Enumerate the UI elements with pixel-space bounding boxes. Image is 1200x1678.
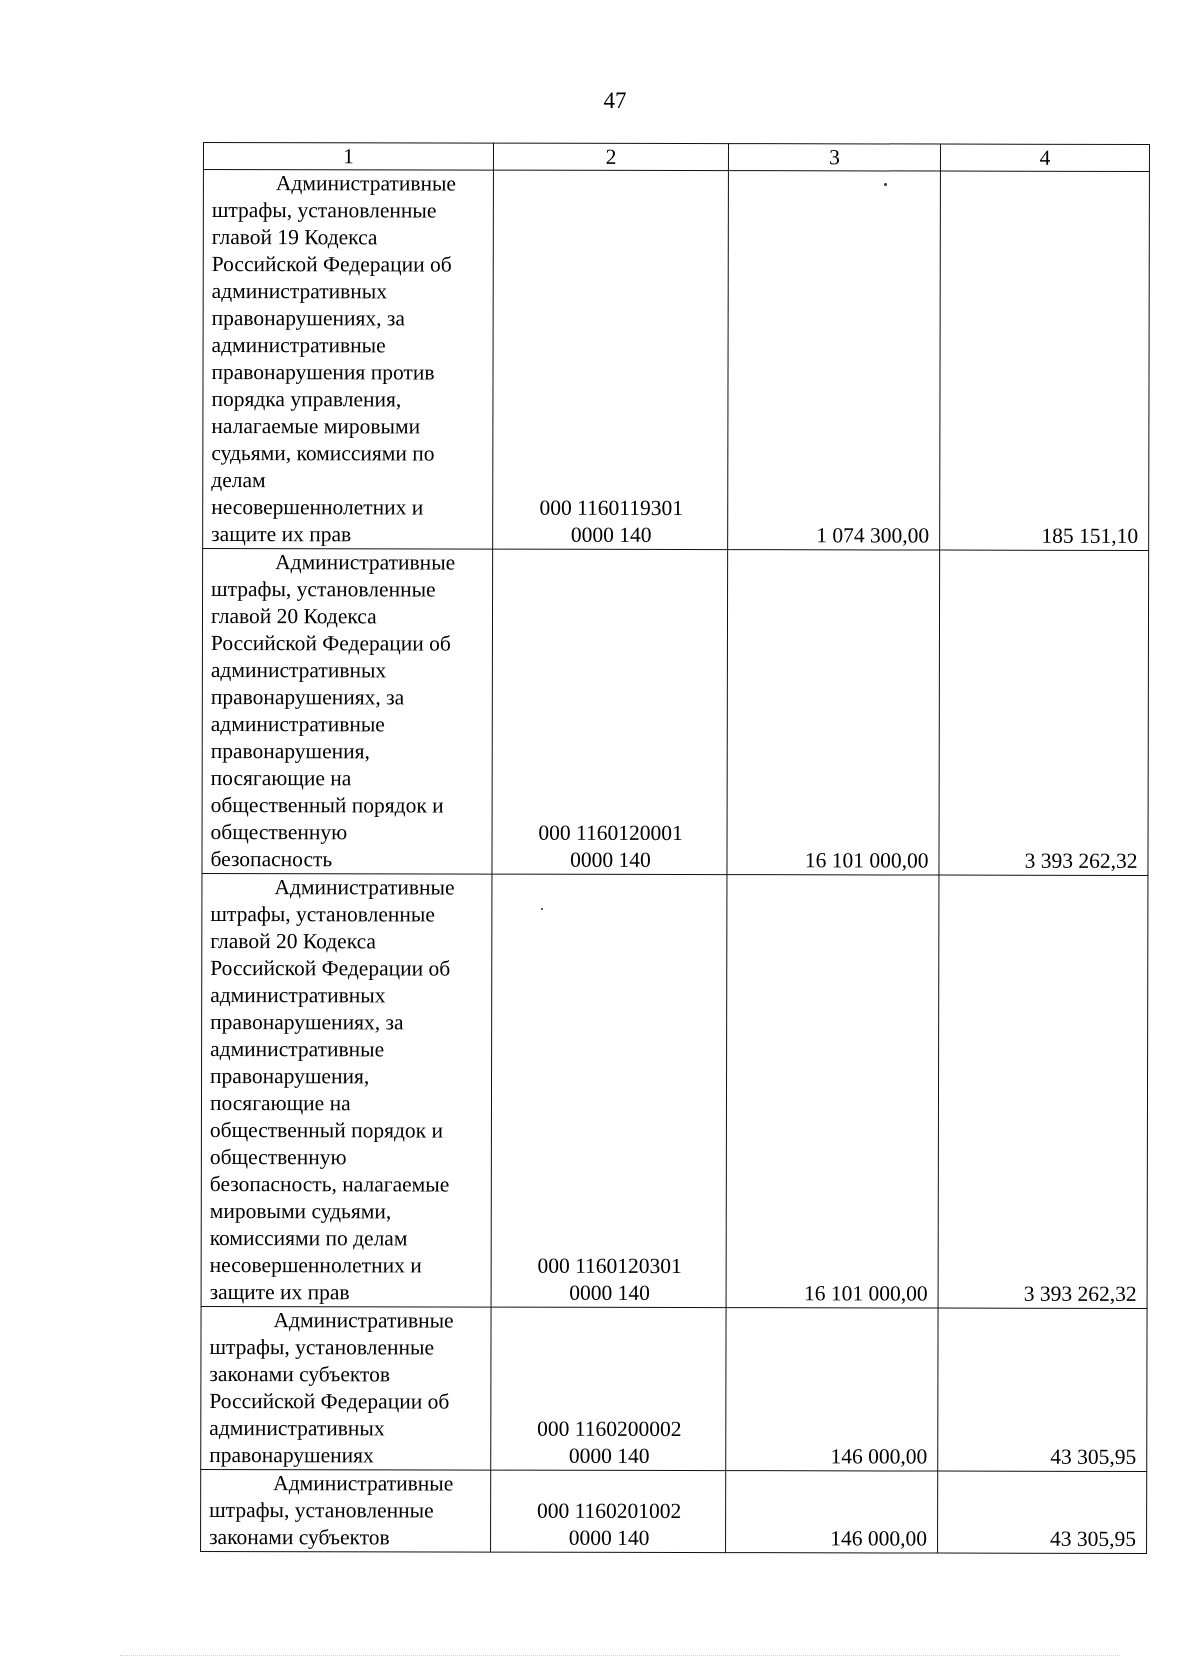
description-line: штрафы, установленные	[209, 1498, 434, 1523]
description-line: штрафы, установленные	[211, 577, 436, 602]
scan-noise	[120, 1655, 1120, 1657]
description-line: административных	[211, 279, 388, 304]
code-line: 000 1160120301	[537, 1253, 682, 1279]
table-row	[201, 1469, 1147, 1553]
description-line: общественный порядок и	[209, 1118, 444, 1143]
data-table	[200, 142, 1150, 1554]
description-line: Административные	[275, 550, 456, 575]
code-line: 0000 140	[568, 1443, 650, 1468]
column-header-4: 4	[940, 144, 1149, 171]
code-line: 0000 140	[569, 1280, 650, 1305]
row-plan-amount: 1 074 300,00	[728, 171, 941, 550]
description-line: безопасность	[210, 847, 333, 872]
table-row	[201, 1306, 1147, 1471]
description-line: несовершеннолетних и	[211, 495, 424, 520]
description-line: несовершеннолетних и	[209, 1253, 422, 1278]
description-line: делам	[211, 468, 266, 493]
column-header-3: 3	[728, 144, 940, 171]
row-code	[491, 1470, 726, 1552]
description-line: правонарушениях	[209, 1443, 374, 1468]
row-description	[201, 873, 492, 1307]
description-line: главой 20 Кодекса	[210, 604, 377, 629]
description-line: административные	[210, 1037, 385, 1062]
description-line: штрафы, установленные	[210, 902, 435, 927]
description-line: законами субъектов	[209, 1525, 390, 1550]
description-line: административные	[211, 333, 386, 358]
description-line: Российской Федерации об	[209, 1389, 450, 1414]
description-line: Административные	[273, 1471, 454, 1496]
row-fact-amount: 3 393 262,32	[939, 550, 1149, 875]
description-line: правонарушения,	[210, 1064, 370, 1089]
description-line: Административные	[274, 875, 455, 900]
description-line: Административные	[273, 1308, 454, 1333]
description-line: посягающие на	[210, 766, 352, 791]
row-description	[201, 1469, 491, 1552]
row-description	[202, 549, 493, 875]
row-code	[492, 549, 728, 874]
description-line: защите их прав	[209, 1280, 350, 1305]
description-line: штрафы, установленные	[209, 1335, 435, 1360]
row-fact-amount: 43 305,95	[938, 1471, 1147, 1553]
row-description	[203, 170, 494, 550]
description-line: правонарушениях, за	[211, 306, 406, 331]
description-line: безопасность, налагаемые	[209, 1172, 450, 1197]
row-fact-amount: 3 393 262,32	[938, 875, 1148, 1308]
description-line: главой 20 Кодекса	[210, 929, 377, 954]
description-line: налагаемые мировыми	[211, 414, 421, 439]
description-line: главой 19 Кодекса	[211, 225, 378, 250]
code-line: 000 1160201002	[536, 1498, 682, 1524]
table-container	[200, 142, 1150, 1554]
row-plan-amount: 146 000,00	[726, 1471, 938, 1553]
description-line: общественную	[210, 820, 348, 845]
description-line: административные	[210, 712, 385, 737]
table-row	[202, 549, 1149, 876]
description-line: порядка управления,	[211, 387, 402, 412]
description-line: Административные	[275, 171, 457, 196]
description-line: судьями, комиссиями по	[211, 441, 435, 466]
row-fact-amount: 185 151,10	[940, 171, 1150, 550]
row-code	[491, 1307, 726, 1470]
scan-speck	[541, 908, 543, 910]
description-line: Российской Федерации об	[211, 252, 452, 277]
row-fact-amount: 43 305,95	[938, 1308, 1147, 1471]
description-line: правонарушениях, за	[210, 685, 405, 710]
scan-speck	[884, 183, 887, 186]
row-plan-amount: 146 000,00	[726, 1308, 938, 1471]
code-line: 000 1160200002	[537, 1416, 682, 1442]
description-line: мировыми судьями,	[209, 1199, 392, 1224]
description-line: общественный порядок и	[210, 793, 444, 818]
column-header-1: 1	[203, 143, 493, 171]
row-description	[201, 1306, 491, 1470]
column-header-2: 2	[493, 143, 728, 170]
table-row	[203, 170, 1150, 551]
table-row	[201, 873, 1148, 1308]
description-line: административных	[210, 658, 387, 683]
row-code	[493, 170, 729, 549]
page-number: 47	[603, 88, 627, 113]
code-line: 0000 140	[570, 522, 652, 547]
code-line: 000 1160120001	[538, 820, 683, 846]
description-line: правонарушения против	[211, 360, 435, 385]
description-line: защите их прав	[211, 522, 352, 547]
code-line: 0000 140	[570, 847, 651, 872]
description-line: штрафы, установленные	[211, 198, 437, 223]
description-line: общественную	[209, 1145, 347, 1170]
description-line: Российской Федерации об	[210, 956, 451, 981]
table-header-row	[203, 143, 1149, 172]
description-line: комиссиями по делам	[209, 1226, 408, 1251]
row-plan-amount: 16 101 000,00	[726, 875, 939, 1308]
description-line: административных	[210, 983, 386, 1008]
description-line: посягающие на	[209, 1091, 351, 1116]
code-line: 000 1160119301	[539, 495, 684, 521]
description-line: Российской Федерации об	[210, 631, 451, 656]
row-plan-amount: 16 101 000,00	[727, 550, 940, 875]
code-line: 0000 140	[568, 1525, 650, 1550]
description-line: административных	[209, 1416, 385, 1441]
description-line: законами субъектов	[209, 1362, 391, 1387]
description-line: правонарушения,	[210, 739, 370, 764]
table-body	[201, 170, 1150, 1554]
row-code	[491, 874, 727, 1307]
description-line: правонарушениях, за	[210, 1010, 404, 1035]
